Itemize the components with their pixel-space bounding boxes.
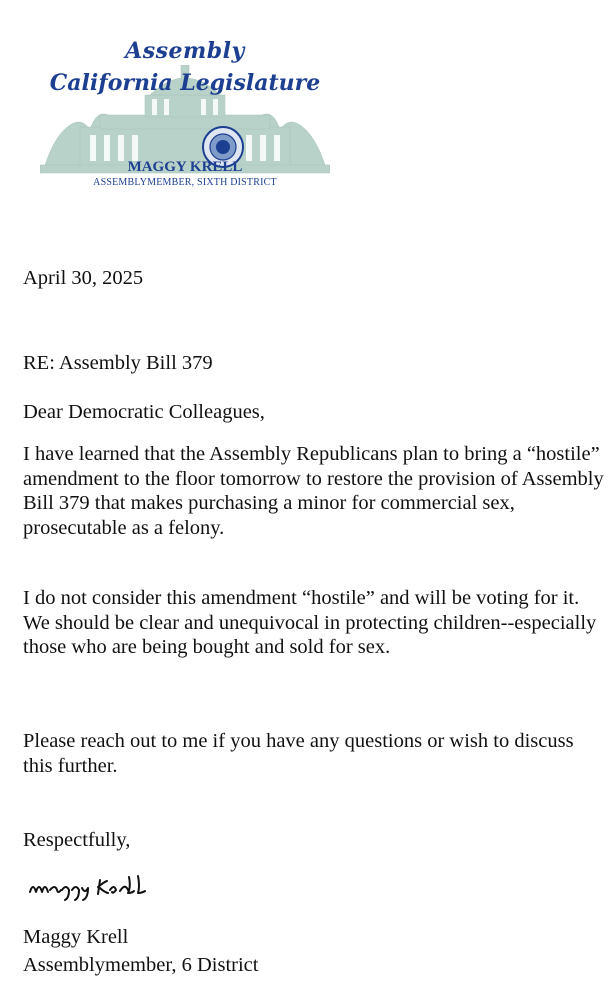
letter-paragraph: Please reach out to me if you have any questions or wish to discuss this further. [23, 730, 574, 777]
handwritten-signature [28, 872, 153, 902]
signer-name: Maggy Krell [23, 926, 129, 948]
letterhead [40, 20, 330, 200]
signer-title: Assemblymember, 6 District [23, 954, 259, 976]
letterhead-assembly: Assembly [125, 38, 245, 64]
letter-paragraph: I have learned that the Assembly Republicans plan to bring a “hostile” amendment to the floor tomorrow to restore the provision of Assembly Bill 379 that makes purchasing a minor for commercial sex, prosecutable as a felony. [23, 443, 604, 539]
letterhead-member-name: MAGGY KRELL [127, 159, 243, 175]
letterhead-legislature: California Legislature [49, 70, 321, 96]
letter-salutation: Dear Democratic Colleagues, [23, 401, 265, 423]
letterhead-member-title: ASSEMBLYMEMBER, SIXTH DISTRICT [93, 177, 277, 188]
letter-closing: Respectfully, [23, 829, 131, 851]
letter-paragraph: I do not consider this amendment “hostile” and will be voting for it. We should be clear and unequivocal in protecting children--especially those who are being bought and sold for sex. [23, 587, 597, 658]
letter-date: April 30, 2025 [23, 267, 144, 289]
letter-subject: RE: Assembly Bill 379 [23, 352, 213, 374]
